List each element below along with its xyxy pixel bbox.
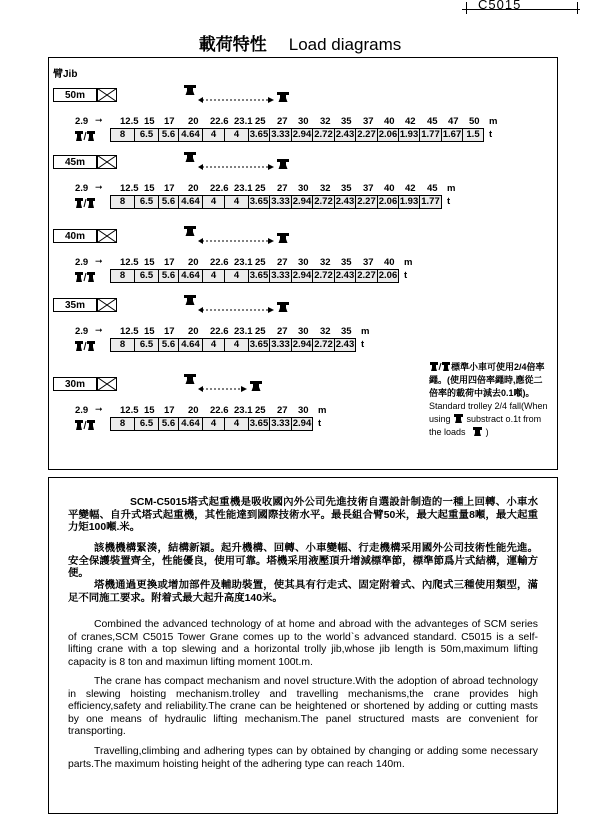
note-cn: 標準小車可使用2/4倍率繩。(使用四倍率繩時,應從二倍率的載荷中減去0.1噸)。 [429, 362, 545, 398]
radius-value: 27 [277, 257, 288, 268]
jib-length-box: 40m [53, 229, 97, 243]
note-en-1: Standard trolley 2/4 fall(When using [429, 401, 548, 424]
radius-value: 12.5 [120, 405, 139, 416]
radius-value: 23.1 [234, 116, 253, 127]
trolley-icon [453, 413, 464, 424]
double-trolley-icon [74, 129, 96, 141]
double-trolley-icon [74, 196, 96, 208]
load-value-cell: 2.43 [335, 196, 355, 207]
radius-start: 2.9 [75, 405, 89, 416]
radius-start: 2.9 [75, 326, 89, 337]
load-value-cell: 2.27 [355, 269, 378, 283]
load-value-cell: 6.5 [134, 417, 159, 431]
radius-start: 2.9 [75, 257, 89, 268]
desc-en-p1: Combined the advanced technology of at home and abroad with the advanteges of SCM series of cranes,SCM C5015 Tower Grane comes up to the world`s advanced standard. C5015 is a self-lifting crane with a top slewing and a horizontal trolly jib,whose jib length is 50m,maximum lifting capacity is 8 ton and maximun lifting moment 100t.m. [68, 619, 538, 668]
load-value-cell: 4.64 [178, 417, 203, 431]
radius-value: 23.1 [234, 326, 253, 337]
radius-value: 15 [144, 116, 155, 127]
trolley-icon [249, 379, 263, 391]
radius-value: 27 [277, 405, 288, 416]
radius-arrow: ➞ [95, 182, 103, 192]
radius-value: 30 [298, 116, 309, 127]
trolley-icon [183, 224, 197, 236]
load-unit: t [361, 339, 365, 350]
load-value-cell: 2.43 [335, 339, 355, 350]
radius-value: 37 [363, 183, 374, 194]
load-value-cell: 1.77 [419, 195, 442, 209]
load-value-cell: 6.5 [134, 338, 159, 352]
trolley-travel-arrow [198, 300, 274, 306]
load-value-cell: 8 [110, 195, 135, 209]
radius-value: 25 [255, 405, 266, 416]
load-value-cell: 1.77 [419, 128, 442, 142]
load-value-cell: 3.65 [249, 418, 269, 429]
radius-value: 40 [384, 257, 395, 268]
load-value-cell: 4 [202, 195, 225, 209]
jib-tip-icon [97, 377, 117, 391]
radius-start: 2.9 [75, 183, 89, 194]
trolley-travel-arrow [198, 379, 247, 385]
radius-value: 17 [164, 405, 175, 416]
jib-label: 臂Jib [53, 69, 78, 80]
radius-value: 30 [298, 183, 309, 194]
radius-value: 20 [188, 183, 199, 194]
load-value-cell: 4.64 [178, 269, 203, 283]
radius-value: 25 [255, 257, 266, 268]
load-value-cell: 5.6 [158, 195, 179, 209]
load-value-cell: 6.5 [134, 269, 159, 283]
load-value-cell: 5.6 [158, 338, 179, 352]
desc-cn-p2: 該機機構緊湊，結構新穎。起升機構、回轉、小車變幅、行走機構采用國外公司技術性能先進。安全保護裝置齊全，性能優良，使用可靠。塔機采用液壓頂升增減標準節，標準節爲片式結構，運輸方便。 [68, 543, 538, 579]
desc-en-p3: Travelling,climbing and adhering types can by obtained by changing or adding some necessary parts.The maximum hoisting height of the adhering type can reach 140m. [68, 746, 538, 770]
model-number: C5015 [478, 0, 522, 12]
radius-value: 32 [320, 183, 331, 194]
radius-unit: m [361, 326, 370, 337]
load-value-cell: 2.94 [292, 129, 312, 140]
load-value-cell: 4 [224, 338, 249, 352]
radius-arrow: ➞ [95, 404, 103, 414]
load-value-cell: 4.64 [178, 128, 203, 142]
radius-arrow: ➞ [95, 115, 103, 125]
double-trolley-icon [74, 418, 96, 430]
load-value-cell: 5.6 [158, 269, 179, 283]
load-value-cell: 2.94 [292, 339, 312, 350]
jib-length-box: 30m [53, 377, 97, 391]
radius-arrow: ➞ [95, 256, 103, 266]
load-value-cell: 2.43 [335, 270, 355, 281]
load-value-cell: 3.33 [269, 128, 292, 142]
radius-value: 30 [298, 326, 309, 337]
radius-value: 42 [405, 116, 416, 127]
radius-value: 17 [164, 116, 175, 127]
load-value-cell: 2.27 [355, 195, 378, 209]
title-cn: 載荷特性 [198, 35, 267, 54]
load-value-cell: 1.93 [399, 196, 419, 207]
radius-value: 32 [320, 326, 331, 337]
load-value-cell: 3.33 [269, 195, 292, 209]
trolley-icon [472, 426, 483, 437]
load-value-cell: 6.5 [134, 195, 159, 209]
radius-value: 15 [144, 183, 155, 194]
trolley-travel-arrow [198, 157, 274, 163]
load-value-cell: 2.06 [378, 129, 398, 140]
load-value-cell: 1.5 [462, 128, 484, 142]
load-unit: t [489, 129, 493, 140]
radius-value: 42 [405, 183, 416, 194]
page-title [0, 30, 600, 55]
load-value-cell: 2.72 [312, 195, 335, 209]
radius-value: 27 [277, 326, 288, 337]
radius-value: 37 [363, 257, 374, 268]
radius-value: 20 [188, 405, 199, 416]
trolley-icon [183, 83, 197, 95]
double-trolley-icon [74, 339, 96, 351]
radius-value: 35 [341, 183, 352, 194]
desc-cn-p3: 塔機通過更換或增加部件及輔助裝置，使其具有行走式、固定附着式、內爬式三種使用類型，滿足不同施工要求。附着式最大起升高度140米。 [68, 580, 538, 604]
radius-value: 35 [341, 257, 352, 268]
radius-value: 25 [255, 183, 266, 194]
radius-value: 22.6 [210, 405, 229, 416]
desc-cn-p1: SCM-C5015塔式起重機是吸收國內外公司先進技術自選設計制造的一種上回轉、小車水平變幅、自升式塔式起重機，其性能達到國際技術水平。最長組合臂50米，最大起重量8噸，最大起重力矩100噸.米。 [68, 497, 538, 533]
load-value-cell: 2.94 [292, 418, 312, 429]
note-en-2: substract o.1t from the loads [429, 414, 542, 437]
radius-value: 32 [320, 116, 331, 127]
jib-length-box: 35m [53, 298, 97, 312]
radius-value: 50 [469, 116, 480, 127]
load-value-cell: 3.65 [249, 196, 269, 207]
trolley-icon [183, 150, 197, 162]
jib-tip-icon [97, 229, 117, 243]
trolley-icon [276, 90, 290, 102]
header-rule-tick [577, 2, 578, 14]
radius-value: 15 [144, 405, 155, 416]
radius-value: 22.6 [210, 183, 229, 194]
load-value-cell: 4 [224, 128, 249, 142]
load-value-cell: 3.65 [249, 270, 269, 281]
radius-value: 22.6 [210, 257, 229, 268]
radius-value: 22.6 [210, 326, 229, 337]
trolley-icon [183, 293, 197, 305]
radius-value: 32 [320, 257, 331, 268]
load-value-cell: 8 [110, 338, 135, 352]
radius-value: 12.5 [120, 183, 139, 194]
note-en-3: ) [485, 427, 489, 437]
radius-value: 23.1 [234, 405, 253, 416]
trolley-icon [276, 157, 290, 169]
radius-value: 15 [144, 257, 155, 268]
load-value-cell: 3.65 [249, 129, 269, 140]
load-value-cell: 3.33 [269, 417, 292, 431]
trolley-icon [183, 372, 197, 384]
radius-value: 40 [384, 116, 395, 127]
radius-value: 20 [188, 326, 199, 337]
radius-arrow: ➞ [95, 325, 103, 335]
load-value-cell: 2.06 [378, 270, 398, 281]
load-value-cell: 8 [110, 128, 135, 142]
desc-en-p2: The crane has compact mechanism and novel structure.With the adoption of abroad technology in slewing hoisting mechanism.trolley and travelling mechanisms,the crane provides high efficiency,safety and reliability.The crane can be heightened or shortened by adding or cutting masts by one means of hydraulic lifting mechanism.The panel structured masts are convenient for transporting. [68, 676, 538, 737]
load-value-cell: 4 [202, 417, 225, 431]
radius-value: 40 [384, 183, 395, 194]
radius-value: 15 [144, 326, 155, 337]
radius-value: 20 [188, 116, 199, 127]
trolley-icon [276, 300, 290, 312]
radius-value: 22.6 [210, 116, 229, 127]
radius-value: 20 [188, 257, 199, 268]
load-value-cell: 3.65 [249, 339, 269, 350]
radius-unit: m [447, 183, 456, 194]
jib-length-box: 50m [53, 88, 97, 102]
load-value-cell: 5.6 [158, 417, 179, 431]
radius-unit: m [404, 257, 413, 268]
load-value-cell: 8 [110, 269, 135, 283]
trolley-travel-arrow [198, 90, 274, 96]
trolley-note [429, 361, 551, 439]
radius-value: 25 [255, 326, 266, 337]
radius-value: 12.5 [120, 257, 139, 268]
radius-value: 12.5 [120, 326, 139, 337]
double-trolley-icon [429, 361, 451, 372]
load-value-cell: 4 [224, 417, 249, 431]
load-value-cell: 2.27 [355, 128, 378, 142]
load-value-cell: 4 [224, 269, 249, 283]
radius-value: 27 [277, 116, 288, 127]
load-value-cell: 2.06 [378, 196, 398, 207]
radius-value: 35 [341, 326, 352, 337]
jib-length-box: 45m [53, 155, 97, 169]
load-value-cell: 1.67 [442, 129, 462, 140]
radius-value: 25 [255, 116, 266, 127]
load-value-cell: 4.64 [178, 195, 203, 209]
trolley-icon [276, 231, 290, 243]
load-value-cell: 4 [224, 195, 249, 209]
load-value-cell: 2.72 [312, 269, 335, 283]
load-value-cell: 4 [202, 128, 225, 142]
radius-value: 47 [448, 116, 459, 127]
radius-value: 23.1 [234, 257, 253, 268]
load-value-cell: 1.93 [399, 129, 419, 140]
load-value-cell: 2.43 [335, 129, 355, 140]
radius-value: 30 [298, 257, 309, 268]
load-value-cell: 4 [202, 269, 225, 283]
load-value-cell: 2.72 [312, 338, 335, 352]
jib-tip-icon [97, 155, 117, 169]
radius-value: 37 [363, 116, 374, 127]
load-value-cell: 4 [202, 338, 225, 352]
radius-value: 45 [427, 116, 438, 127]
load-value-cell: 6.5 [134, 128, 159, 142]
title-en: Load diagrams [288, 35, 402, 54]
load-unit: t [404, 270, 408, 281]
radius-value: 27 [277, 183, 288, 194]
load-unit: t [318, 418, 322, 429]
load-value-cell: 5.6 [158, 128, 179, 142]
radius-value: 17 [164, 257, 175, 268]
radius-value: 17 [164, 326, 175, 337]
radius-start: 2.9 [75, 116, 89, 127]
radius-value: 35 [341, 116, 352, 127]
radius-value: 12.5 [120, 116, 139, 127]
radius-value: 17 [164, 183, 175, 194]
radius-value: 30 [298, 405, 309, 416]
double-trolley-icon [74, 270, 96, 282]
load-value-cell: 4.64 [178, 338, 203, 352]
load-value-cell: 2.72 [312, 128, 335, 142]
radius-value: 45 [427, 183, 438, 194]
load-value-cell: 2.94 [292, 270, 312, 281]
jib-tip-icon [97, 88, 117, 102]
jib-tip-icon [97, 298, 117, 312]
header-rule-tick [466, 2, 467, 14]
load-unit: t [447, 196, 451, 207]
radius-value: 23.1 [234, 183, 253, 194]
radius-unit: m [489, 116, 498, 127]
load-value-cell: 2.94 [292, 196, 312, 207]
load-value-cell: 8 [110, 417, 135, 431]
trolley-travel-arrow [198, 231, 274, 237]
radius-unit: m [318, 405, 327, 416]
load-value-cell: 3.33 [269, 269, 292, 283]
load-value-cell: 3.33 [269, 338, 292, 352]
